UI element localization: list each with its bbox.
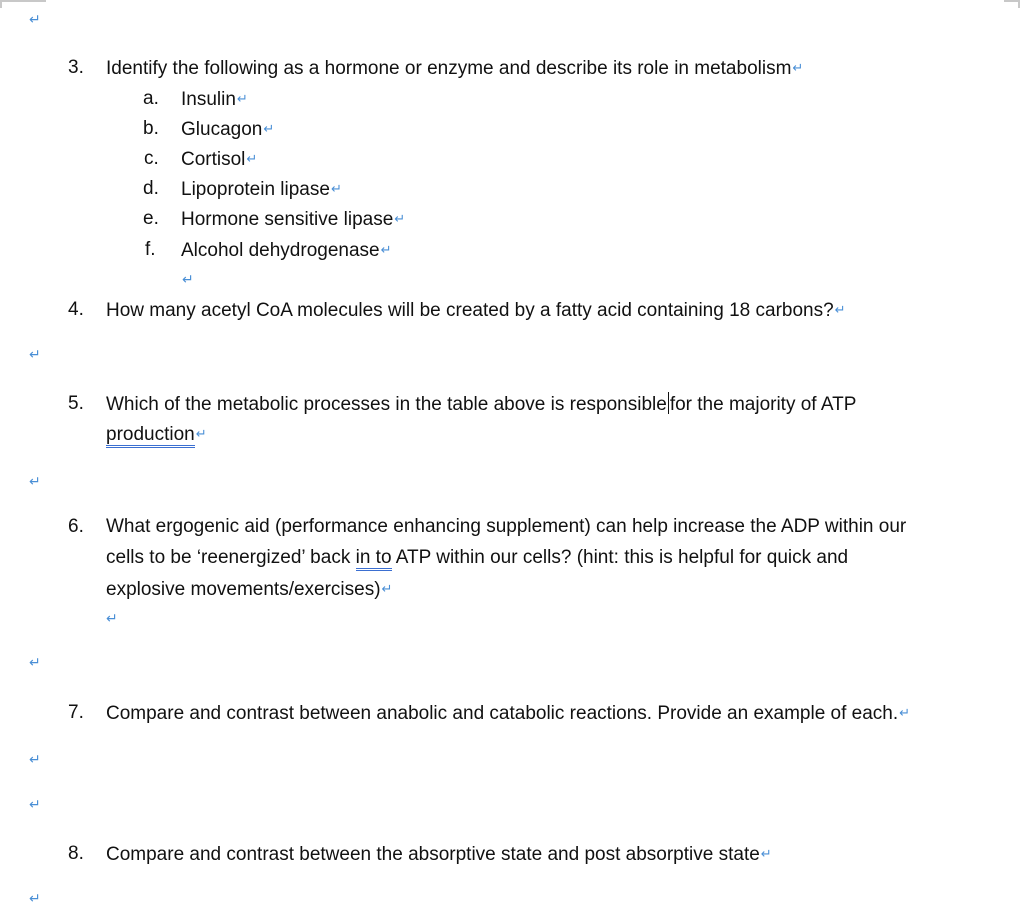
list-item-text: Cortisol bbox=[181, 149, 246, 170]
paragraph-mark-icon: ↵ bbox=[182, 271, 194, 287]
paragraph-mark-icon: ↵ bbox=[29, 796, 41, 812]
paragraph-mark-icon: ↵ bbox=[236, 91, 248, 106]
question-6-text-line2[interactable] bbox=[106, 546, 848, 570]
question-3f-letter: f. bbox=[145, 239, 156, 260]
text-cursor bbox=[668, 392, 669, 414]
question-3a-letter: a. bbox=[143, 88, 159, 109]
question-3-number: 3. bbox=[68, 57, 84, 78]
question-8-text[interactable] bbox=[106, 842, 772, 867]
list-item-text: Glucagon bbox=[181, 119, 263, 140]
question-6-label-line1: What ergogenic aid (performance enhancing supplement) can help increase the ADP within our bbox=[106, 516, 907, 537]
question-8-number: 8. bbox=[68, 843, 84, 864]
question-3-text[interactable] bbox=[106, 56, 803, 81]
list-item-text: Lipoprotein lipase bbox=[181, 179, 330, 200]
paragraph-mark-icon: ↵ bbox=[381, 581, 393, 596]
paragraph-mark-icon: ↵ bbox=[380, 242, 392, 257]
list-item-text: Alcohol dehydrogenase bbox=[181, 240, 380, 261]
question-7-number: 7. bbox=[68, 702, 84, 723]
crop-mark-top-right bbox=[1004, 0, 1020, 8]
question-3b-item[interactable] bbox=[181, 117, 274, 142]
paragraph-mark-icon: ↵ bbox=[246, 151, 258, 166]
crop-mark-top-left bbox=[0, 0, 46, 8]
paragraph-mark-icon: ↵ bbox=[29, 890, 41, 906]
paragraph-mark-icon: ↵ bbox=[29, 751, 41, 767]
question-6-label-line2a: cells to be ‘reenergized’ back bbox=[106, 547, 356, 568]
paragraph-mark-icon: ↵ bbox=[394, 211, 406, 226]
paragraph-mark-icon: ↵ bbox=[29, 346, 41, 362]
paragraph-mark-icon: ↵ bbox=[29, 473, 41, 489]
paragraph-mark-icon: ↵ bbox=[760, 846, 772, 861]
grammar-flagged-word[interactable]: in to bbox=[356, 547, 392, 571]
question-5-label-part1: Which of the metabolic processes in the table above is responsible bbox=[106, 394, 667, 415]
question-4-number: 4. bbox=[68, 299, 84, 320]
paragraph-mark-icon: ↵ bbox=[834, 302, 846, 317]
question-6-label-line2b: ATP within our cells? (hint: this is helpful for quick and bbox=[391, 547, 849, 568]
question-3e-letter: e. bbox=[143, 208, 159, 229]
paragraph-mark-icon: ↵ bbox=[29, 654, 41, 670]
question-3c-letter: c. bbox=[144, 148, 159, 169]
question-5-text-line2[interactable] bbox=[106, 422, 207, 447]
list-item-text: Insulin bbox=[181, 89, 236, 110]
paragraph-mark-icon: ↵ bbox=[195, 426, 207, 441]
question-5-text[interactable] bbox=[106, 392, 856, 417]
paragraph-mark-icon: ↵ bbox=[899, 705, 911, 720]
question-5-label-part2: for the majority of ATP bbox=[669, 394, 857, 415]
question-4-label: How many acetyl CoA molecules will be created by a fatty acid containing 18 carbons? bbox=[106, 300, 834, 321]
list-item-text: Hormone sensitive lipase bbox=[181, 209, 394, 230]
grammar-flagged-word[interactable]: production bbox=[106, 424, 195, 448]
question-7-label: Compare and contrast between anabolic and catabolic reactions. Provide an example of each. bbox=[106, 703, 899, 724]
question-3-label: Identify the following as a hormone or enzyme and describe its role in metabolism bbox=[106, 58, 792, 79]
question-3d-item[interactable] bbox=[181, 177, 342, 202]
question-3f-item[interactable] bbox=[181, 238, 392, 263]
question-6-number: 6. bbox=[68, 516, 84, 537]
paragraph-mark-icon: ↵ bbox=[330, 181, 342, 196]
question-3d-letter: d. bbox=[143, 178, 159, 199]
question-6-label-line3: explosive movements/exercises) bbox=[106, 579, 381, 600]
paragraph-mark-icon: ↵ bbox=[792, 60, 804, 75]
paragraph-mark-icon: ↵ bbox=[106, 610, 118, 626]
question-4-text[interactable] bbox=[106, 298, 846, 323]
question-3c-item[interactable] bbox=[181, 147, 257, 172]
question-6-text-line1[interactable] bbox=[106, 515, 906, 539]
paragraph-mark-icon: ↵ bbox=[263, 121, 275, 136]
question-3b-letter: b. bbox=[143, 118, 159, 139]
question-6-text-line3[interactable] bbox=[106, 577, 392, 602]
question-7-text[interactable] bbox=[106, 701, 910, 726]
question-3e-item[interactable] bbox=[181, 207, 405, 232]
question-8-label: Compare and contrast between the absorptive state and post absorptive state bbox=[106, 844, 760, 865]
paragraph-mark-icon: ↵ bbox=[29, 11, 41, 27]
question-3a-item[interactable] bbox=[181, 87, 248, 112]
question-5-number: 5. bbox=[68, 393, 84, 414]
